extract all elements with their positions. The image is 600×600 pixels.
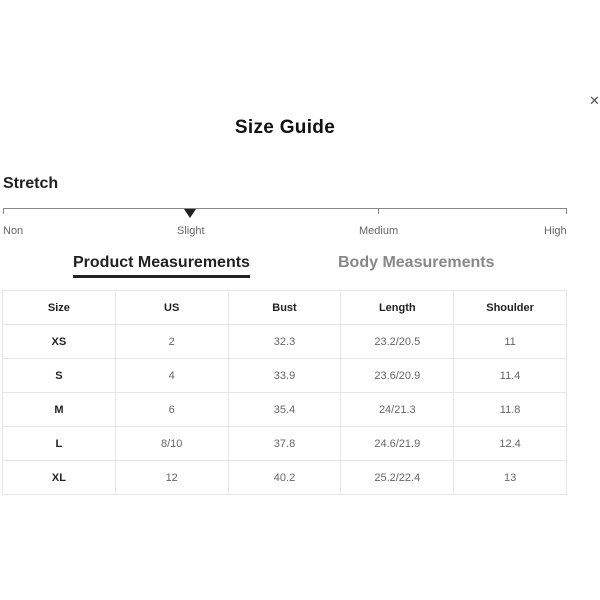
cell-length: 23.6/20.9 xyxy=(341,359,454,393)
column-header-us: US xyxy=(115,291,228,325)
cell-bust: 35.4 xyxy=(228,393,341,427)
table-header-row xyxy=(3,291,567,325)
cell-bust: 33.9 xyxy=(228,359,341,393)
cell-shoulder: 11.8 xyxy=(454,393,567,427)
cell-bust: 40.2 xyxy=(228,461,341,495)
tab-product-measurements[interactable]: Product Measurements xyxy=(73,254,250,278)
table-row xyxy=(3,461,567,495)
tab-body-measurements[interactable]: Body Measurements xyxy=(338,254,495,271)
stretch-tick-medium xyxy=(378,208,379,214)
cell-us: 4 xyxy=(115,359,228,393)
stretch-level-non: Non xyxy=(3,225,24,237)
cell-length: 24.6/21.9 xyxy=(341,427,454,461)
cell-size: L xyxy=(3,427,116,461)
stretch-label: Stretch xyxy=(3,175,59,192)
table-row xyxy=(3,325,567,359)
cell-shoulder: 11 xyxy=(454,325,567,359)
cell-us: 8/10 xyxy=(115,427,228,461)
page-title: Size Guide xyxy=(234,117,336,138)
stretch-level-medium: Medium xyxy=(359,225,399,237)
cell-shoulder: 13 xyxy=(454,461,567,495)
close-icon[interactable]: ✕ xyxy=(589,94,600,108)
stretch-level-high: High xyxy=(544,225,567,237)
cell-shoulder: 12.4 xyxy=(454,427,567,461)
cell-length: 23.2/20.5 xyxy=(341,325,454,359)
column-header-length: Length xyxy=(341,291,454,325)
size-table xyxy=(2,290,567,495)
table-row xyxy=(3,393,567,427)
column-header-size: Size xyxy=(3,291,116,325)
cell-length: 24/21.3 xyxy=(341,393,454,427)
stretch-tick-non xyxy=(3,208,4,214)
stretch-marker-icon xyxy=(184,209,196,218)
cell-bust: 37.8 xyxy=(228,427,341,461)
cell-length: 25.2/22.4 xyxy=(341,461,454,495)
table-row xyxy=(3,427,567,461)
cell-size: M xyxy=(3,393,116,427)
cell-us: 2 xyxy=(115,325,228,359)
column-header-bust: Bust xyxy=(228,291,341,325)
column-header-shoulder: Shoulder xyxy=(454,291,567,325)
cell-size: XL xyxy=(3,461,116,495)
table-row xyxy=(3,359,567,393)
stretch-level-slight: Slight xyxy=(177,225,205,237)
cell-size: S xyxy=(3,359,116,393)
cell-shoulder: 11.4 xyxy=(454,359,567,393)
stretch-scale-line xyxy=(3,208,567,209)
cell-bust: 32.3 xyxy=(228,325,341,359)
stretch-tick-high xyxy=(566,208,567,214)
cell-us: 6 xyxy=(115,393,228,427)
cell-size: XS xyxy=(3,325,116,359)
cell-us: 12 xyxy=(115,461,228,495)
